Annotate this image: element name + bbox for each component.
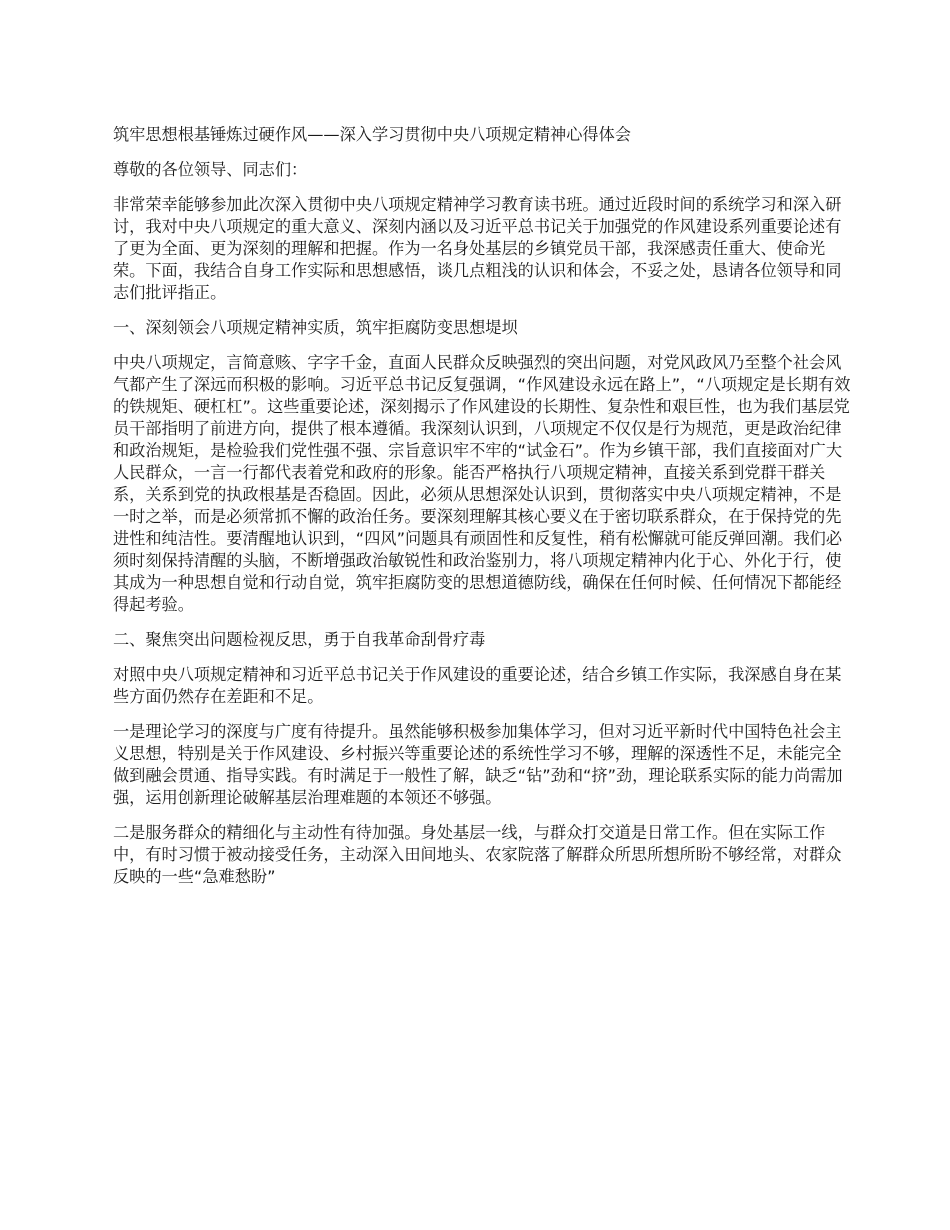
paragraph-section-1: 中央八项规定，言简意赅、字字千金，直面人民群众反映强烈的突出问题，对党风政风乃至整个社会风气都产生了深远而积极的影响。习近平总书记反复强调，“作风建设永远在路上”，“八项规定是长期有效的铁规矩、硬杠杠”。这些重要论述，深刻揭示了作风建设的长期性、复杂性和艰巨性，也为我们基层党员干部指明了前进方向，提供了根本遵循。我深刻认识到，八项规定不仅仅是行为规范，更是政治纪律和政治规矩，是检验我们党性强不强、宗旨意识牢不牢的“试金石”。作为乡镇干部，我们直接面对广大人民群众，一言一行都代表着党和政府的形象。能否严格执行八项规定精神，直接关系到党群干群关系，关系到党的执政根基是否稳固。因此，必须从思想深处认识到，贯彻落实中央八项规定精神，不是一时之举，而是必须常抓不懈的政治任务。要深刻理解其核心要义在于密切联系群众，在于保持党的先进性和纯洁性。要清醒地认识到，“四风”问题具有顽固性和反复性，稍有松懈就可能反弹回潮。我们必须时刻保持清醒的头脑，不断增强政治敏锐性和政治鉴别力，将八项规定精神内化于心、外化于行，使其成为一种思想自觉和行动自觉，筑牢拒腐防变的思想道德防线，确保在任何时候、任何情况下都能经得起考验。	[113, 353, 851, 614]
paragraph-point-1: 一是理论学习的深度与广度有待提升。虽然能够积极参加集体学习，但对习近平新时代中国特色社会主义思想，特别是关于作风建设、乡村振兴等重要论述的系统性学习不够，理解的深透性不足，未能完全做到融会贯通、指导实践。有时满足于一般性了解，缺乏“钻”劲和“挤”劲，理论联系实际的能力尚需加强，运用创新理论破解基层治理难题的本领还不够强。	[113, 722, 843, 807]
paragraph-section-2-intro: 对照中央八项规定精神和习近平总书记关于作风建设的重要论述，结合乡镇工作实际，我深感自身在某些方面仍然存在差距和不足。	[113, 665, 842, 706]
paragraph-point-2: 二是服务群众的精细化与主动性有待加强。身处基层一线，与群众打交道是日常工作。但在实际工作中，有时习惯于被动接受任务，主动深入田间地头、农家院落了解群众所思所想所盼不够经常，对群众反映的一些“急难愁盼”	[113, 823, 842, 886]
salutation: 尊敬的各位领导、同志们：	[113, 160, 308, 179]
document-title: 筑牢思想根基锤炼过硬作风——深入学习贯彻中央八项规定精神心得体会	[113, 125, 631, 144]
paragraph-intro: 非常荣幸能够参加此次深入贯彻中央八项规定精神学习教育读书班。通过近段时间的系统学习和深入研讨，我对中央八项规定的重大意义、深刻内涵以及习近平总书记关于加强党的作风建设系列重要论述有了更为全面、更为深刻的理解和把握。作为一名身处基层的乡镇党员干部，我深感责任重大、使命光荣。下面，我结合自身工作实际和思想感悟，谈几点粗浅的认识和体会，不妥之处，恳请各位领导和同志们批评指正。	[113, 195, 842, 302]
document-page	[113, 124, 855, 901]
section-heading-1: 一、深刻领会八项规定精神实质，筑牢拒腐防变思想堤坝	[113, 318, 518, 337]
section-heading-2: 二、聚焦突出问题检视反思，勇于自我革命刮骨疗毒	[113, 630, 486, 649]
